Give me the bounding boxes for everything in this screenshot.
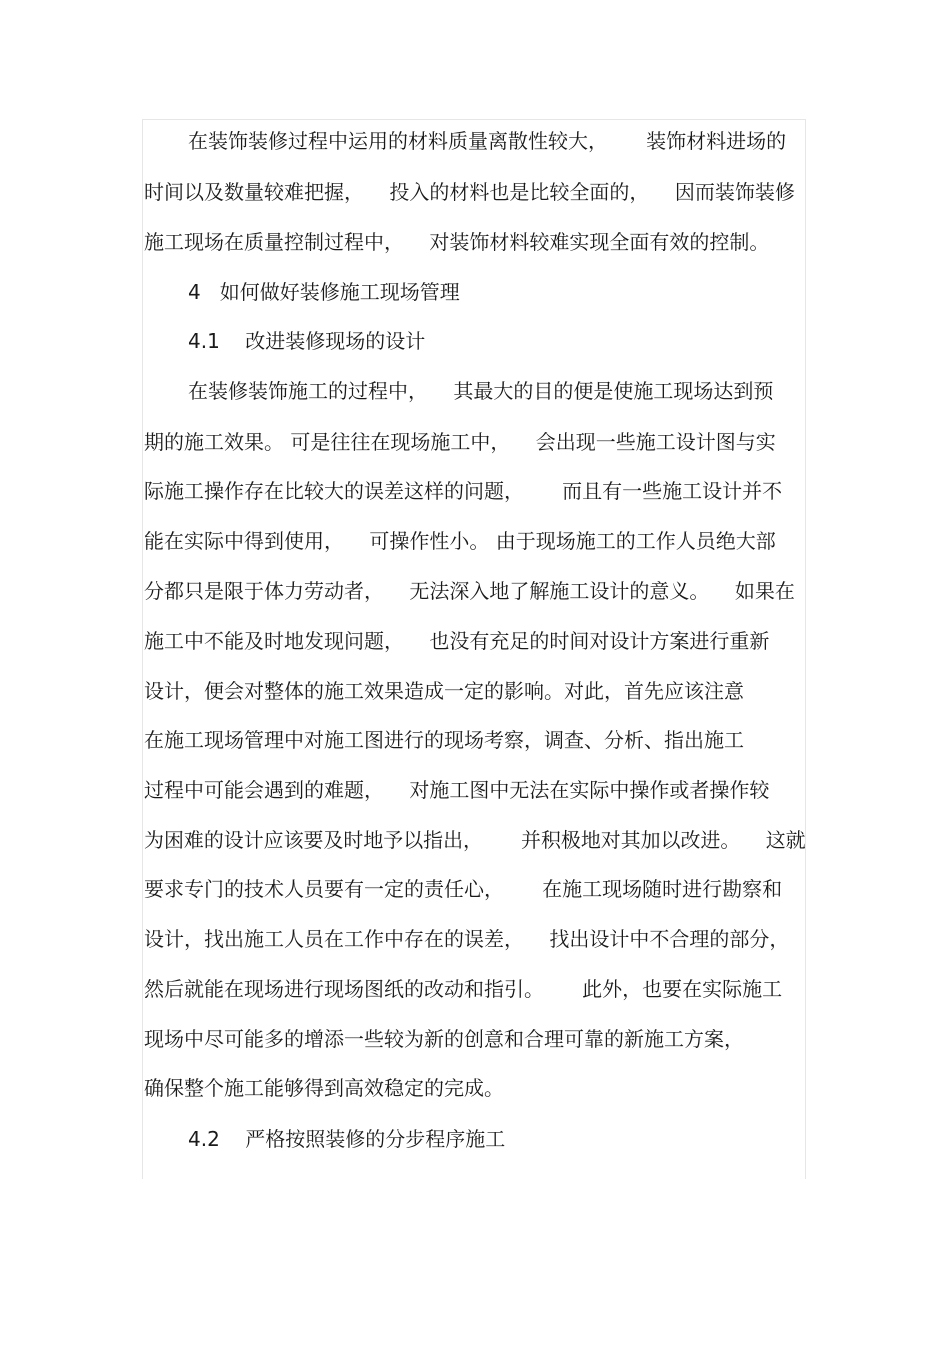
paragraph-line-1: 在装饰装修过程中运用的材料质量离散性较大， 装饰材料进场的 — [188, 129, 787, 153]
paragraph-line-16: 要求专门的技术人员要有一定的责任心， 在施工现场随时进行勘察和 — [144, 877, 783, 901]
section-heading-4-2: 4.2 严格按照装修的分步程序施工 — [188, 1127, 506, 1151]
paragraph-line-19: 现场中尽可能多的增添一些较为新的创意和合理可靠的新施工方案， — [144, 1027, 744, 1051]
paragraph-line-9: 能在实际中得到使用， 可操作性小。 由于现场施工的工作人员绝大部 — [144, 529, 776, 553]
paragraph-line-11: 施工中不能及时地发现问题， 也没有充足的时间对设计方案进行重新 — [144, 629, 770, 653]
paragraph-line-7: 期的施工效果。 可是往往在现场施工中， 会出现一些施工设计图与实 — [144, 430, 776, 454]
paragraph-line-2: 时间以及数量较难把握， 投入的材料也是比较全面的， 因而装饰装修 — [144, 180, 795, 204]
section-heading-4: 4 如何做好装修施工现场管理 — [188, 280, 460, 304]
paragraph-line-20: 确保整个施工能够得到高效稳定的完成。 — [144, 1076, 504, 1100]
paragraph-line-15: 为困难的设计应该要及时地予以指出， 并积极地对其加以改进。 这就 — [144, 828, 806, 852]
paragraph-line-6: 在装修装饰施工的过程中， 其最大的目的便是使施工现场达到预 — [188, 379, 774, 403]
section-heading-4-1: 4.1 改进装修现场的设计 — [188, 329, 426, 353]
paragraph-line-10: 分都只是限于体力劳动者， 无法深入地了解施工设计的意义。 如果在 — [144, 579, 795, 603]
paragraph-line-13: 在施工现场管理中对施工图进行的现场考察，调查、分析、指出施工 — [144, 728, 744, 752]
paragraph-line-14: 过程中可能会遇到的难题， 对施工图中无法在实际中操作或者操作较 — [144, 778, 770, 802]
paragraph-line-8: 际施工操作存在比较大的误差这样的问题， 而且有一些施工设计并不 — [144, 479, 783, 503]
paragraph-line-18: 然后就能在现场进行现场图纸的改动和指引。 此外，也要在实际施工 — [144, 977, 783, 1001]
paragraph-line-12: 设计，便会对整体的施工效果造成一定的影响。对此，首先应该注意 — [144, 679, 744, 703]
paragraph-line-17: 设计，找出施工人员在工作中存在的误差， 找出设计中不合理的部分， — [144, 927, 790, 951]
paragraph-line-3: 施工现场在质量控制过程中， 对装饰材料较难实现全面有效的控制。 — [144, 230, 770, 254]
